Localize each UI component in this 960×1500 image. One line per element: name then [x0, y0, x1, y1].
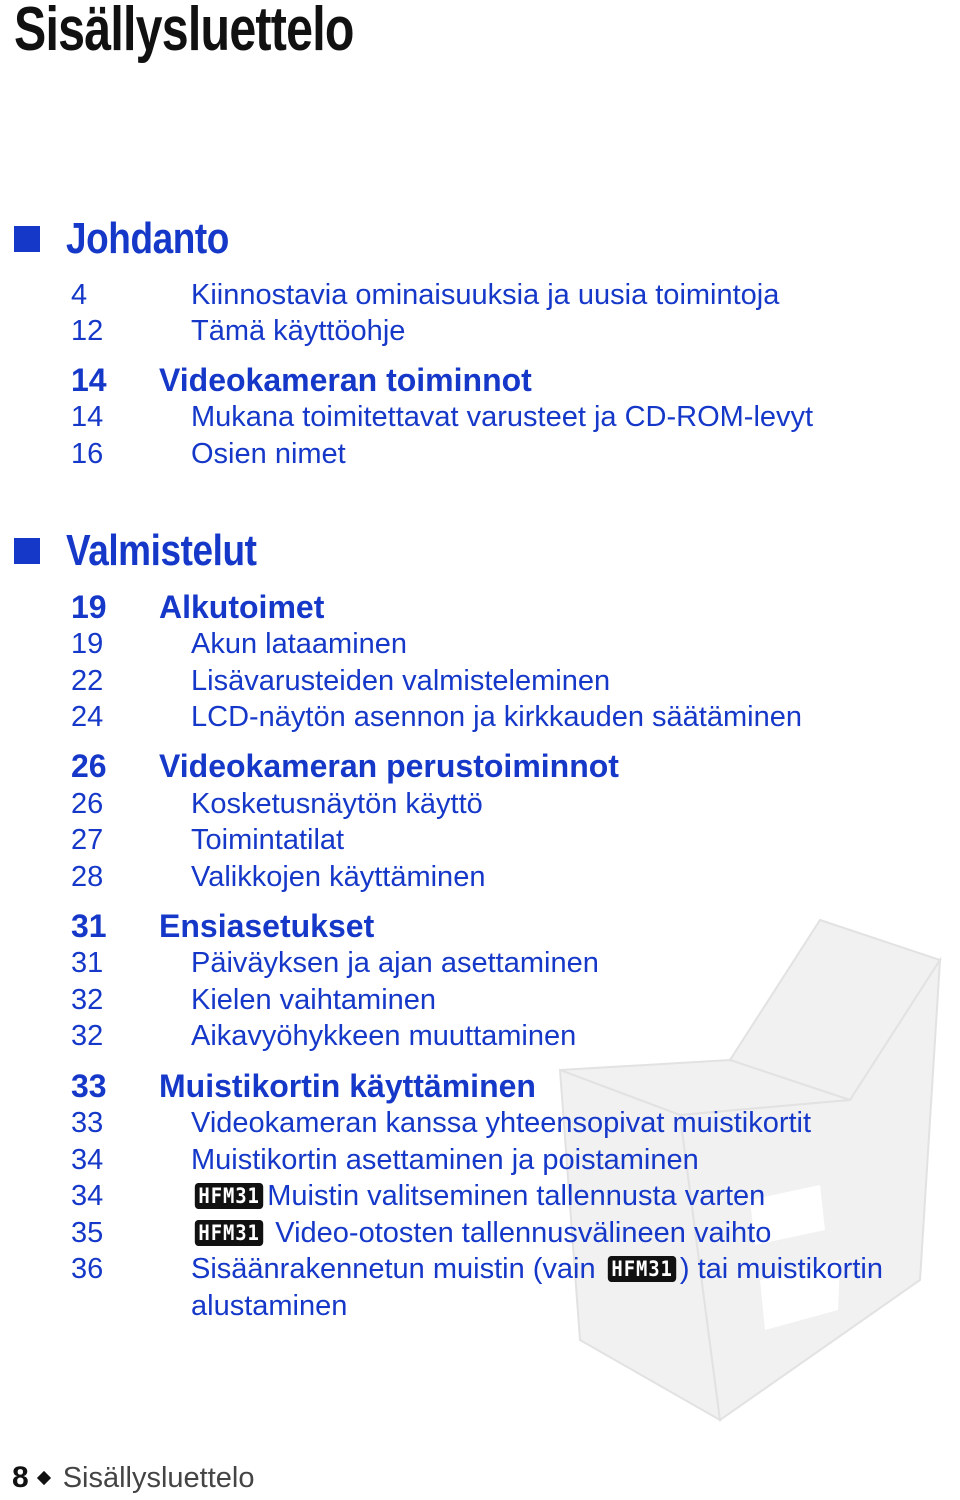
toc-entry-text[interactable]: Aikavyöhykkeen muuttaminen	[191, 1020, 577, 1052]
toc-entry-text[interactable]: Lisävarusteiden valmisteleminen	[191, 665, 611, 697]
section-title: Valmistelut	[66, 526, 257, 575]
section-marker-square	[14, 226, 40, 252]
toc-subheading-text[interactable]: Videokameran perustoiminnot	[159, 748, 619, 784]
section-heading-valmistelut	[14, 526, 293, 576]
model-badge-icon: HFM31	[607, 1256, 676, 1282]
diamond-icon	[37, 1471, 51, 1485]
toc-page-number: 31	[71, 947, 104, 979]
toc-entry-text[interactable]: LCD-näytön asennon ja kirkkauden säätäminen	[191, 701, 802, 733]
toc-entry-text-wrapper[interactable]	[191, 1215, 771, 1251]
toc-page-number: 16	[71, 438, 104, 470]
toc-subheading-text[interactable]: Videokameran toiminnot	[159, 362, 532, 398]
page-footer	[12, 1456, 255, 1500]
toc-page-number: 26	[71, 748, 107, 784]
toc-entry-text: Video-otosten tallennusvälineen vaihto	[275, 1217, 772, 1249]
toc-page-number: 32	[71, 1020, 104, 1052]
toc-entry-text[interactable]: Tämä käyttöohje	[191, 315, 406, 347]
toc-entry-text[interactable]: Kiinnostavia ominaisuuksia ja uusia toimintoja	[191, 279, 780, 311]
toc-entry-text[interactable]: Mukana toimitettavat varusteet ja CD-ROM-levyt	[191, 401, 814, 433]
toc-page-number: 12	[71, 315, 104, 347]
page-title: Sisällysluettelo	[14, 0, 354, 64]
toc-page-number: 27	[71, 824, 104, 856]
toc-entry-text[interactable]: alustaminen	[191, 1290, 348, 1322]
toc-entry-text[interactable]: Akun lataaminen	[191, 628, 408, 660]
toc-entry-text: Sisäänrakennetun muistin (vain	[191, 1253, 596, 1285]
toc-page-number: 32	[71, 984, 104, 1016]
toc-subheading-text[interactable]: Alkutoimet	[159, 589, 325, 625]
toc-entry-text[interactable]: Toimintatilat	[191, 824, 345, 856]
toc-entry-text[interactable]: Kosketusnäytön käyttö	[191, 788, 483, 820]
toc-page-number: 26	[71, 788, 104, 820]
section-heading-johdanto	[14, 214, 260, 264]
toc-page-number: 34	[71, 1144, 104, 1176]
toc-entry-text[interactable]: Valikkojen käyttäminen	[191, 861, 486, 893]
toc-entry-text-wrapper[interactable]	[191, 1251, 883, 1287]
toc-subheading-text[interactable]: Ensiasetukset	[159, 908, 375, 944]
toc-page-number: 35	[71, 1217, 104, 1249]
toc-page-number: 22	[71, 665, 104, 697]
toc-entry-text[interactable]: Videokameran kanssa yhteensopivat muistikortit	[191, 1107, 812, 1139]
toc-page-number: 24	[71, 701, 104, 733]
toc-page-number: 19	[71, 628, 104, 660]
toc-entry-text[interactable]: Päiväyksen ja ajan asettaminen	[191, 947, 599, 979]
section-marker-square	[14, 538, 40, 564]
toc-page-number: 4	[71, 279, 88, 311]
toc-entry-text[interactable]: Muistikortin asettaminen ja poistaminen	[191, 1144, 699, 1176]
toc-page-number: 14	[71, 362, 107, 398]
toc-entry-text[interactable]: Osien nimet	[191, 438, 346, 470]
toc-entry-text: Muistin valitseminen tallennusta varten	[267, 1180, 766, 1212]
toc-page-number: 19	[71, 589, 107, 625]
toc-page-number: 31	[71, 908, 107, 944]
footer-page-number: 8	[12, 1461, 29, 1494]
footer-section-name: Sisällysluettelo	[62, 1461, 255, 1494]
toc-page-number: 36	[71, 1253, 104, 1285]
toc-page-number: 28	[71, 861, 104, 893]
toc-page-number: 34	[71, 1180, 104, 1212]
toc-entry-text: ) tai muistikortin	[679, 1253, 883, 1285]
toc-entry-text-wrapper[interactable]	[191, 1178, 765, 1214]
toc-page-number: 14	[71, 401, 104, 433]
toc-page-number: 33	[71, 1068, 107, 1104]
model-badge-icon: HFM31	[195, 1183, 264, 1209]
toc-subheading-text[interactable]: Muistikortin käyttäminen	[159, 1068, 536, 1104]
toc-page-number: 33	[71, 1107, 104, 1139]
model-badge-icon: HFM31	[195, 1220, 264, 1246]
section-title: Johdanto	[66, 214, 229, 263]
toc-entry-text[interactable]: Kielen vaihtaminen	[191, 984, 437, 1016]
